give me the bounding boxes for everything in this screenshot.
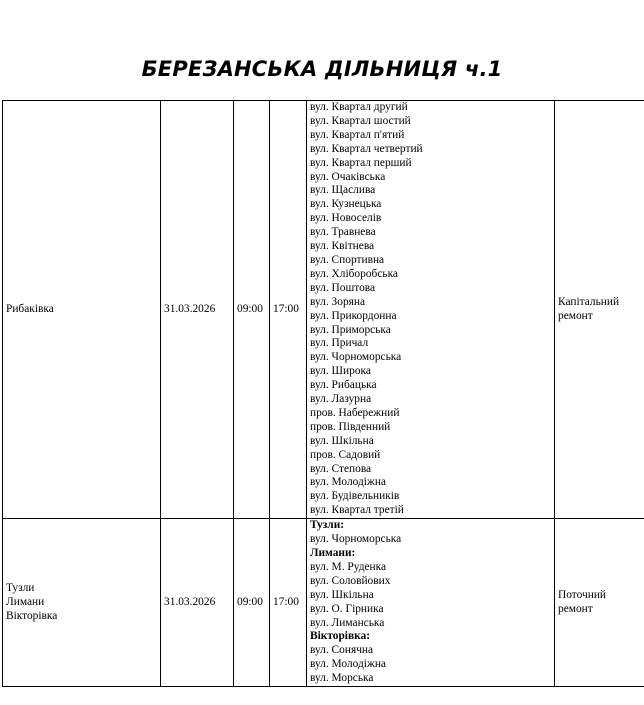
street-item: вул. Кузнецька (310, 198, 382, 211)
street-item: вул. Причал (310, 337, 369, 350)
settlement-cell (3, 101, 161, 519)
street-item: вул. Щаслива (310, 184, 376, 197)
outage-schedule-table (2, 100, 644, 687)
street-item: вул. Широка (310, 365, 371, 378)
work-type-cell: Поточний ремонт (555, 519, 644, 687)
end-time-cell: 17:00 (270, 101, 307, 519)
street-item: вул. Прикордонна (310, 309, 397, 322)
street-item: вул. Молодіжна (310, 476, 386, 489)
streets-cell (307, 101, 555, 519)
street-item: вул. Квартал другий (310, 101, 408, 113)
street-item: вул. Сонячна (310, 644, 374, 657)
start-time-cell: 09:00 (234, 101, 270, 519)
start-time-cell: 09:00 (234, 519, 270, 687)
street-item: вул. Квартал перший (310, 156, 412, 169)
street-item: вул. Новоселів (310, 212, 382, 225)
street-item: вул. Соловйових (310, 574, 391, 587)
street-item: вул. Шкільна (310, 588, 374, 601)
street-item: вул. М. Руденка (310, 560, 387, 573)
street-item: вул. Квартал шостий (310, 114, 411, 127)
street-item: вул. Приморська (310, 323, 391, 336)
settlement-heading: Лимани: (310, 547, 356, 559)
end-time-cell: 17:00 (270, 519, 307, 687)
street-item: вул. Будівельників (310, 490, 400, 503)
street-item: вул. Лазурна (310, 393, 372, 406)
street-item: вул. Квартал четвертий (310, 142, 423, 155)
street-item: вул. Поштова (310, 281, 376, 294)
street-item: вул. Очаківська (310, 170, 386, 183)
street-item: вул. Чорноморська (310, 533, 402, 546)
street-item: вул. Травнева (310, 226, 376, 239)
street-item: вул. О. Гірника (310, 602, 384, 615)
street-item: вул. Шкільна (310, 434, 374, 447)
street-item: вул. Квартал п'ятий (310, 128, 405, 141)
street-item: вул. Молодіжна (310, 658, 386, 671)
street-item: пров. Південний (310, 420, 391, 433)
table-row (3, 519, 644, 687)
street-item: вул. Спортивна (310, 253, 385, 266)
settlement-cell (3, 519, 161, 687)
date-cell: 31.03.2026 (161, 101, 234, 519)
streets-cell (307, 519, 555, 687)
street-item: вул. Квітнева (310, 240, 375, 253)
page-title: БЕРЕЗАНСЬКА ДІЛЬНИЦЯ ч.1 (141, 57, 503, 81)
settlement-name: Тузли (6, 581, 35, 594)
street-item: вул. Морська (310, 672, 374, 685)
settlement-name: Лимани (6, 595, 45, 608)
street-item: пров. Садовий (310, 448, 381, 461)
table-row (3, 101, 644, 519)
work-type-cell: Капітальний ремонт (555, 101, 644, 519)
street-item: вул. Лиманська (310, 616, 385, 629)
date-cell: 31.03.2026 (161, 519, 234, 687)
street-item: вул. Рибацька (310, 379, 377, 392)
settlement-name: Рибаківка (6, 302, 54, 315)
street-item: вул. Зоряна (310, 295, 366, 308)
street-item: пров. Набережний (310, 406, 400, 419)
settlement-heading: Вікторівка: (310, 630, 370, 643)
street-item: вул. Квартал третій (310, 504, 404, 517)
street-item: вул. Чорноморська (310, 351, 402, 364)
settlement-name: Вікторівка (6, 609, 58, 622)
settlement-heading: Тузли: (310, 519, 345, 532)
street-item: вул. Степова (310, 462, 372, 475)
street-item: вул. Хліборобська (310, 267, 398, 280)
